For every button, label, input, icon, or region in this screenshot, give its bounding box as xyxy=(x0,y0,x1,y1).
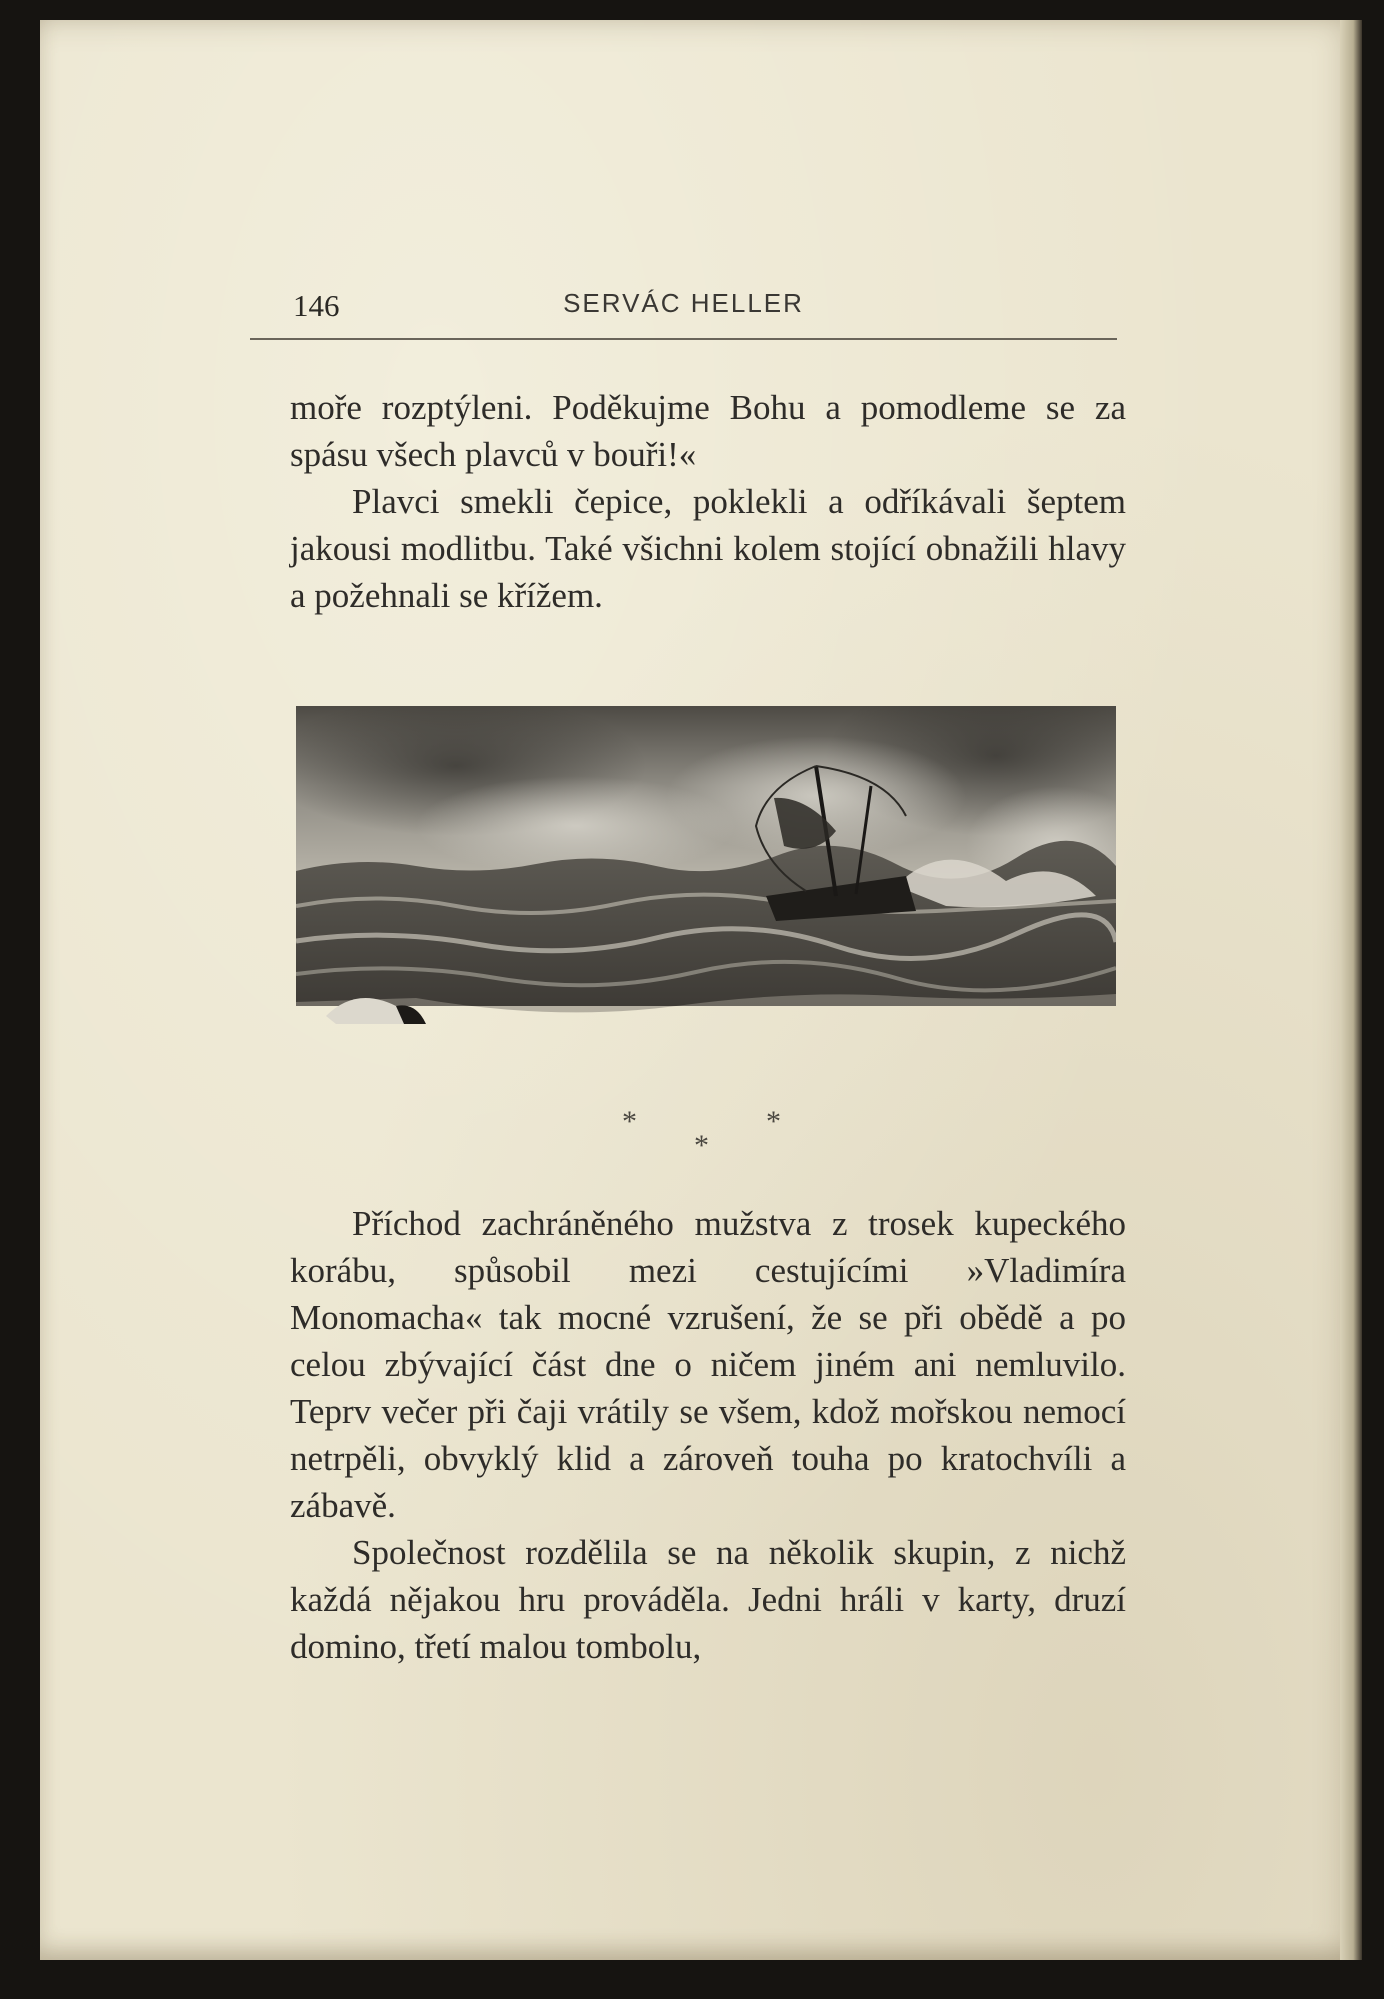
section-separator xyxy=(600,1105,800,1175)
paragraph-games: Společnost rozdělila se na několik skupin, z nichž každá nějakou hru prováděla. Jedni hráli v karty, druzí domino, třetí malou tombolu, xyxy=(290,1533,1126,1666)
paragraph-sailors-pray: Plavci smekli čepice, poklekli a odříkávali šeptem jakousi modlitbu. Také všichni kolem stojící obnažili hlavy a požehnali se křížem. xyxy=(290,482,1126,615)
page-edge xyxy=(1340,20,1362,1960)
asterisk: * xyxy=(766,1105,781,1138)
text-block-top xyxy=(290,384,1126,619)
running-title: SERVÁC HELLER xyxy=(563,288,804,318)
paragraph-rescued-crew: Příchod zachráněného mužstva z trosek kupeckého korábu, spůsobil mezi cestujícími »Vladimíra Monomacha« tak mocné vzrušení, že se při obědě a po celou zbývající část dne o ničem jiném ani nemluvilo. Teprv večer při čaji vrátily se všem, kdož mořskou nemocí netrpěli, obvyklý klid a zároveň touha po kratochvíli a zábavě. xyxy=(290,1204,1126,1525)
asterisk: * xyxy=(694,1129,709,1162)
text-block-bottom xyxy=(290,1200,1126,1670)
running-head xyxy=(250,288,1117,340)
ship-in-storm-illustration xyxy=(296,706,1116,1041)
asterisk: * xyxy=(622,1105,637,1138)
paragraph-continuation: moře rozptýleni. Poděkujme Bohu a pomodleme se za spásu všech plavců v bouři!« xyxy=(290,388,1126,474)
page-number: 146 xyxy=(293,288,340,323)
ship-in-storm-icon xyxy=(296,706,1116,1041)
